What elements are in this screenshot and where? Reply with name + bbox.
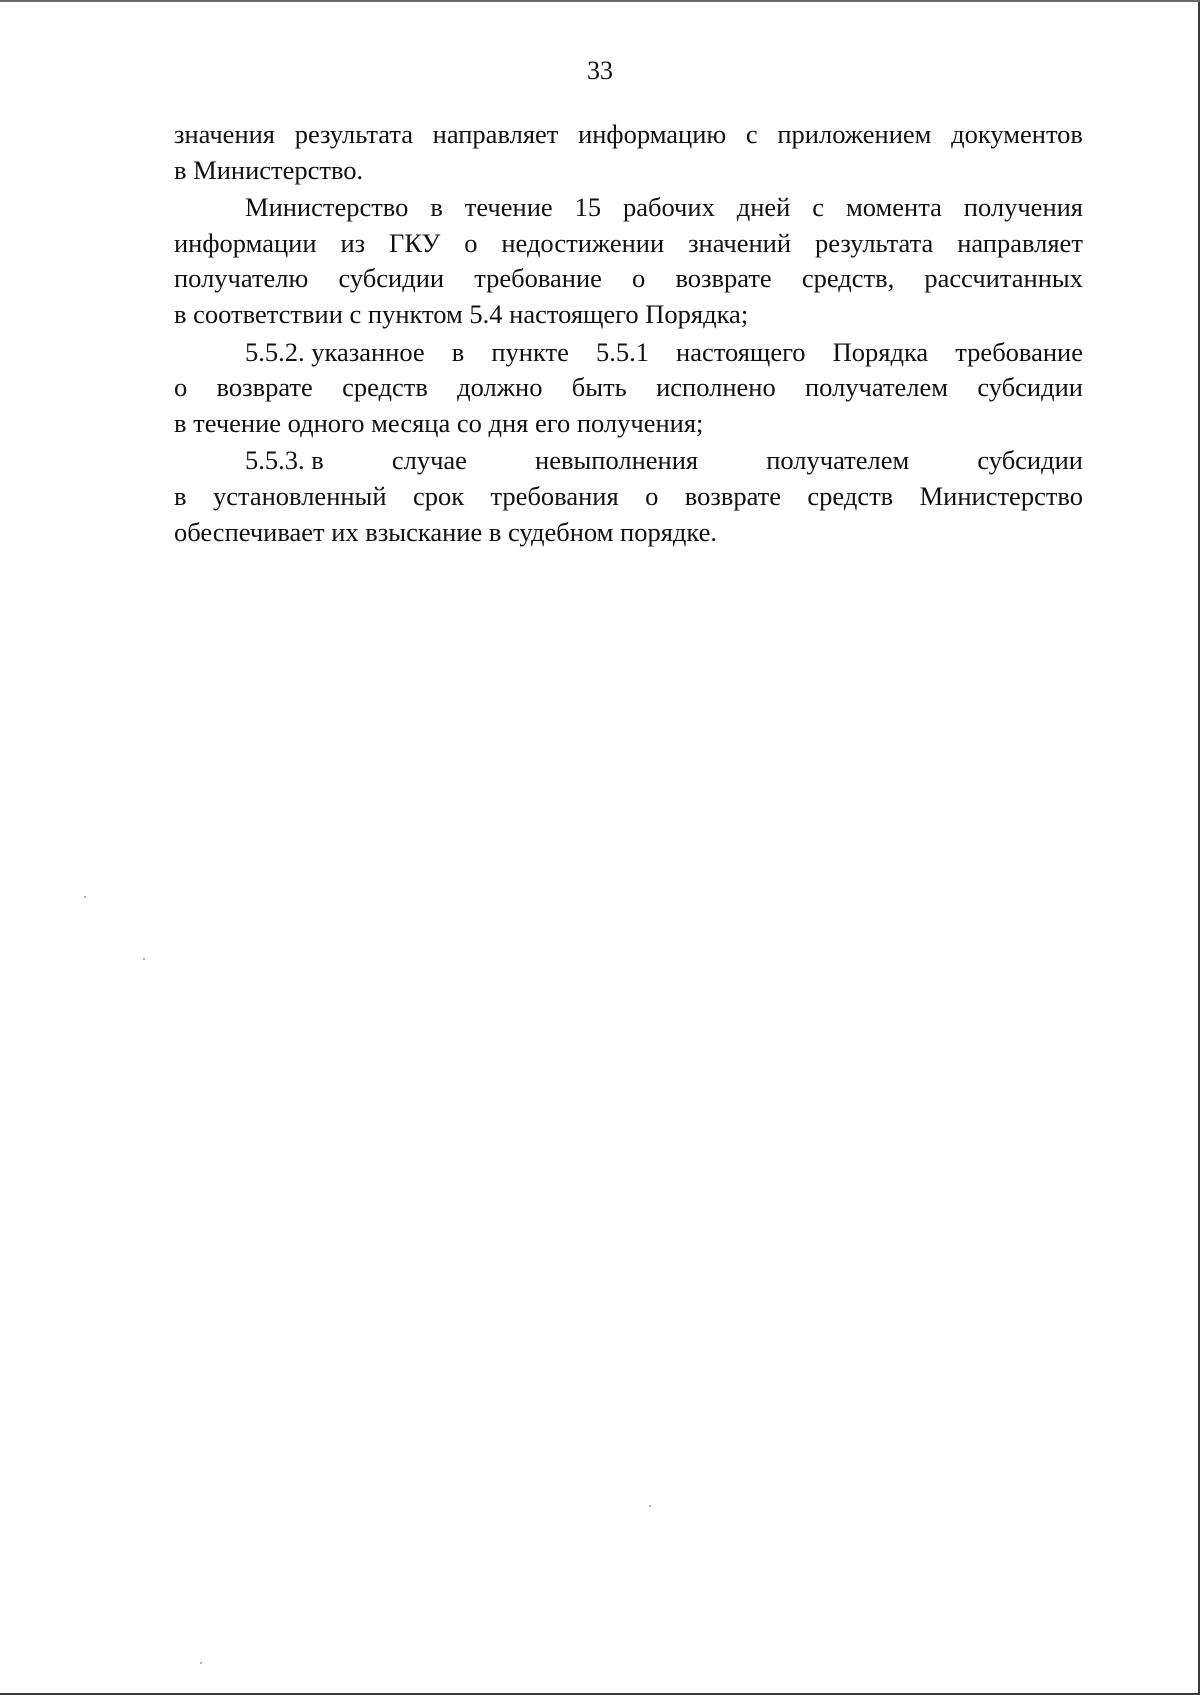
word: документов xyxy=(951,119,1083,149)
text-line xyxy=(174,190,1083,226)
word: о xyxy=(174,372,188,403)
word: невыполнения xyxy=(535,445,699,476)
word: субсидии xyxy=(338,263,445,294)
scan-speck xyxy=(649,1505,651,1507)
paragraph-4 xyxy=(174,443,1083,550)
word: с xyxy=(812,192,825,223)
page-top-edge xyxy=(0,0,1200,2)
word: момента xyxy=(845,192,942,223)
word: значения xyxy=(174,119,275,149)
word: пункте xyxy=(491,336,569,367)
word: настоящего xyxy=(676,336,806,367)
word: рабочих xyxy=(623,192,715,223)
word: быть xyxy=(571,372,627,403)
text-line-last: в соответствии с пунктом 5.4 настоящего Порядка; xyxy=(174,298,749,329)
word: Министерство xyxy=(919,480,1083,511)
word: требование xyxy=(955,336,1083,367)
word: направляет xyxy=(432,119,559,149)
word: в xyxy=(451,336,465,367)
word: рассчитанных xyxy=(924,263,1083,294)
word: требования xyxy=(490,480,619,511)
word: Министерство xyxy=(245,192,409,223)
text-line xyxy=(174,117,1083,153)
scan-speck xyxy=(143,958,145,960)
word: установленный xyxy=(212,480,387,511)
word: о xyxy=(645,480,659,511)
word: требование xyxy=(474,263,602,294)
word: случае xyxy=(391,445,467,476)
word: 15 xyxy=(574,192,602,223)
paragraph-2 xyxy=(174,190,1083,332)
word: средств xyxy=(342,372,428,403)
word: информацию xyxy=(578,119,727,149)
word: исполнено xyxy=(656,372,776,403)
page-number: 33 xyxy=(587,56,613,85)
word: возврате xyxy=(216,372,313,403)
word: приложением xyxy=(777,119,932,149)
text-line-last: в Министерство. xyxy=(174,154,364,185)
text-line xyxy=(174,370,1083,406)
word: возврате xyxy=(684,480,781,511)
word: дней xyxy=(736,192,791,223)
word: направляет xyxy=(957,227,1083,258)
word: информации xyxy=(174,227,317,258)
word: должно xyxy=(457,372,543,403)
document-body xyxy=(174,117,1083,550)
word: получателю xyxy=(174,263,309,294)
word: получателем xyxy=(805,372,949,403)
word: субсидии xyxy=(977,372,1083,403)
word: срок xyxy=(412,480,465,511)
word: в xyxy=(174,480,187,511)
word: ГКУ xyxy=(389,227,441,258)
word: 5.5.2. указанное xyxy=(245,336,425,367)
word: результата xyxy=(814,227,934,258)
word: о xyxy=(632,263,646,294)
word: с xyxy=(745,119,758,149)
word: средств, xyxy=(801,263,895,294)
text-line xyxy=(174,335,1083,371)
scan-speck xyxy=(84,896,86,898)
scan-speck xyxy=(200,1662,202,1664)
word: получения xyxy=(963,192,1083,223)
word: получателем xyxy=(766,445,910,476)
word: о xyxy=(464,227,478,258)
word: Порядка xyxy=(832,336,929,367)
text-line xyxy=(174,479,1083,515)
text-line xyxy=(174,226,1083,262)
word: 5.5.3. в xyxy=(245,445,324,476)
word: недостижении xyxy=(501,227,665,258)
word: 5.5.1 xyxy=(595,336,649,367)
word: из xyxy=(340,227,366,258)
paragraph-1 xyxy=(174,117,1083,188)
text-line xyxy=(174,443,1083,479)
text-line-last: в течение одного месяца со дня его получения; xyxy=(174,407,704,438)
paragraph-3 xyxy=(174,335,1083,442)
word: в xyxy=(430,192,443,223)
text-line xyxy=(174,261,1083,297)
word: результата xyxy=(294,119,413,149)
word: возврате xyxy=(675,263,772,294)
word: течение xyxy=(464,192,553,223)
text-line-last: обеспечивает их взыскание в судебном порядке. xyxy=(174,516,717,547)
word: субсидии xyxy=(977,445,1083,476)
word: средств xyxy=(807,480,894,511)
word: значений xyxy=(688,227,792,258)
